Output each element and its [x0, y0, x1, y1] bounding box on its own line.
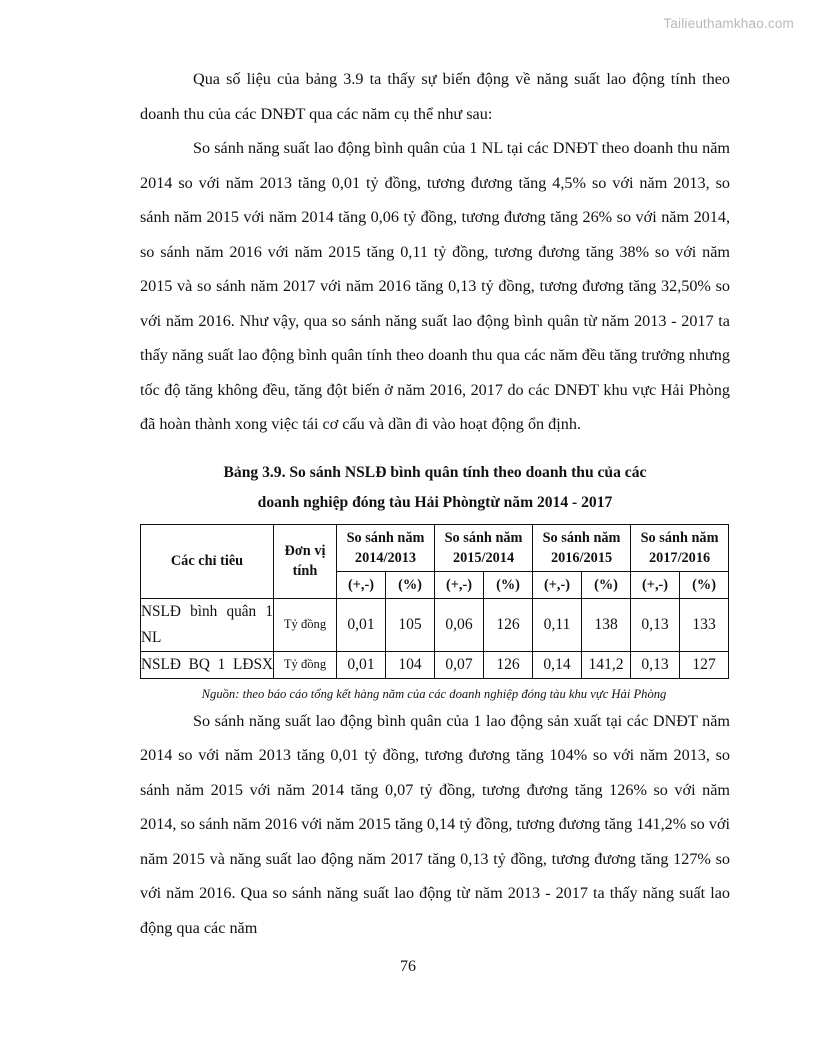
watermark-text: Tailieuthamkhao.com	[663, 16, 794, 31]
page-number: 76	[400, 958, 416, 975]
subheader-2016-abs: (+,-)	[533, 571, 582, 598]
subheader-2016-pct: (%)	[582, 571, 631, 598]
table-caption-line1: Bảng 3.9. So sánh NSLĐ bình quân tính theo doanh thu của các	[223, 463, 647, 481]
table-caption	[140, 458, 730, 518]
row-1-v2017-abs: 0,13	[631, 651, 680, 678]
comparison-table	[140, 524, 729, 679]
header-unit: Đơn vị tính	[274, 524, 337, 598]
row-0-v2015-pct: 126	[484, 598, 533, 651]
subheader-2015-abs: (+,-)	[435, 571, 484, 598]
row-1-v2016-pct: 141,2	[582, 651, 631, 678]
header-group-2017-2016: So sánh năm 2017/2016	[631, 524, 729, 571]
table-header-row-groups	[141, 524, 729, 571]
row-1-v2014-abs: 0,01	[337, 651, 386, 678]
document-content	[140, 62, 730, 945]
row-0-v2016-pct: 138	[582, 598, 631, 651]
row-0-indicator: NSLĐ bình quân 1 NL	[141, 598, 274, 651]
paragraph-analysis-labor: So sánh năng suất lao động bình quân của 1 lao động sản xuất tại các DNĐT năm 2014 so với năm 2013 tăng 0,01 tỷ đồng, tương đương tăng 104% so với năm 2013, so sánh năm 2015 với năm 2014 tăng 0,07 tỷ đồng, tương đương tăng 126% so với năm 2014, so sánh năm 2016 với năm 2015 tăng 0,14 tỷ đồng, tương đương tăng 141,2% so với năm 2015 và năng suất lao động năm 2017 tăng 0,13 tỷ đồng, tương đương tăng 127% so với năm 2016. Qua so sánh năng suất lao động từ năm 2013 - 2017 ta thấy năng suất lao động qua các năm	[140, 711, 730, 937]
row-0-v2016-abs: 0,11	[533, 598, 582, 651]
table-container	[140, 524, 730, 679]
row-1-indicator: NSLĐ BQ 1 LĐSX	[141, 651, 274, 678]
row-0-v2014-pct: 105	[386, 598, 435, 651]
table-source-note: Nguồn: theo báo cáo tổng kết hàng năm của các doanh nghiệp đóng tàu khu vực Hải Phòng	[201, 686, 667, 701]
table-row	[141, 651, 729, 678]
header-group-2014-2013: So sánh năm 2014/2013	[337, 524, 435, 571]
paragraph-analysis-revenue: So sánh năng suất lao động bình quân của 1 NL tại các DNĐT theo doanh thu năm 2014 so với năm 2013 tăng 0,01 tỷ đồng, tương đương tăng 4,5% so với năm 2013, so sánh năm 2015 với năm 2014 tăng 0,06 tỷ đồng, tương đương tăng 26% so với năm 2014, so sánh năm 2016 với năm 2015 tăng 0,11 tỷ đồng, tương đương tăng 38% so với năm 2015 và so sánh năm 2017 với năm 2016 tăng 0,13 tỷ đồng, tương đương tăng 32,50% so với năm 2016. Như vậy, qua so sánh năng suất lao động bình quân từ năm 2013 - 2017 ta thấy năng suất lao động bình quân tính theo doanh thu qua các năm đều tăng trưởng nhưng tốc độ tăng không đều, tăng đột biến ở năm 2016, 2017 do các DNĐT khu vực Hải Phòng đã hoàn thành xong việc tái cơ cấu và dần đi vào hoạt động ổn định.	[140, 139, 730, 433]
header-group-2015-2014: So sánh năm 2015/2014	[435, 524, 533, 571]
subheader-2015-pct: (%)	[484, 571, 533, 598]
subheader-2017-pct: (%)	[680, 571, 729, 598]
row-0-v2017-pct: 133	[680, 598, 729, 651]
table-row	[141, 598, 729, 651]
row-1-v2016-abs: 0,14	[533, 651, 582, 678]
header-group-2016-2015: So sánh năm 2016/2015	[533, 524, 631, 571]
row-0-v2014-abs: 0,01	[337, 598, 386, 651]
row-0-v2017-abs: 0,13	[631, 598, 680, 651]
row-1-v2015-pct: 126	[484, 651, 533, 678]
header-indicator: Các chỉ tiêu	[141, 524, 274, 598]
table-caption-line2: doanh nghiệp đóng tàu Hải Phòngtừ năm 2014 - 2017	[257, 493, 613, 511]
row-1-v2017-pct: 127	[680, 651, 729, 678]
row-1-v2015-abs: 0,07	[435, 651, 484, 678]
row-0-v2015-abs: 0,06	[435, 598, 484, 651]
subheader-2014-pct: (%)	[386, 571, 435, 598]
subheader-2017-abs: (+,-)	[631, 571, 680, 598]
row-0-unit: Tỷ đồng	[274, 598, 337, 651]
row-1-v2014-pct: 104	[386, 651, 435, 678]
paragraph-intro: Qua số liệu của bảng 3.9 ta thấy sự biến động về năng suất lao động tính theo doanh thu của các DNĐT qua các năm cụ thể như sau:	[140, 70, 730, 123]
row-1-unit: Tỷ đồng	[274, 651, 337, 678]
subheader-2014-abs: (+,-)	[337, 571, 386, 598]
